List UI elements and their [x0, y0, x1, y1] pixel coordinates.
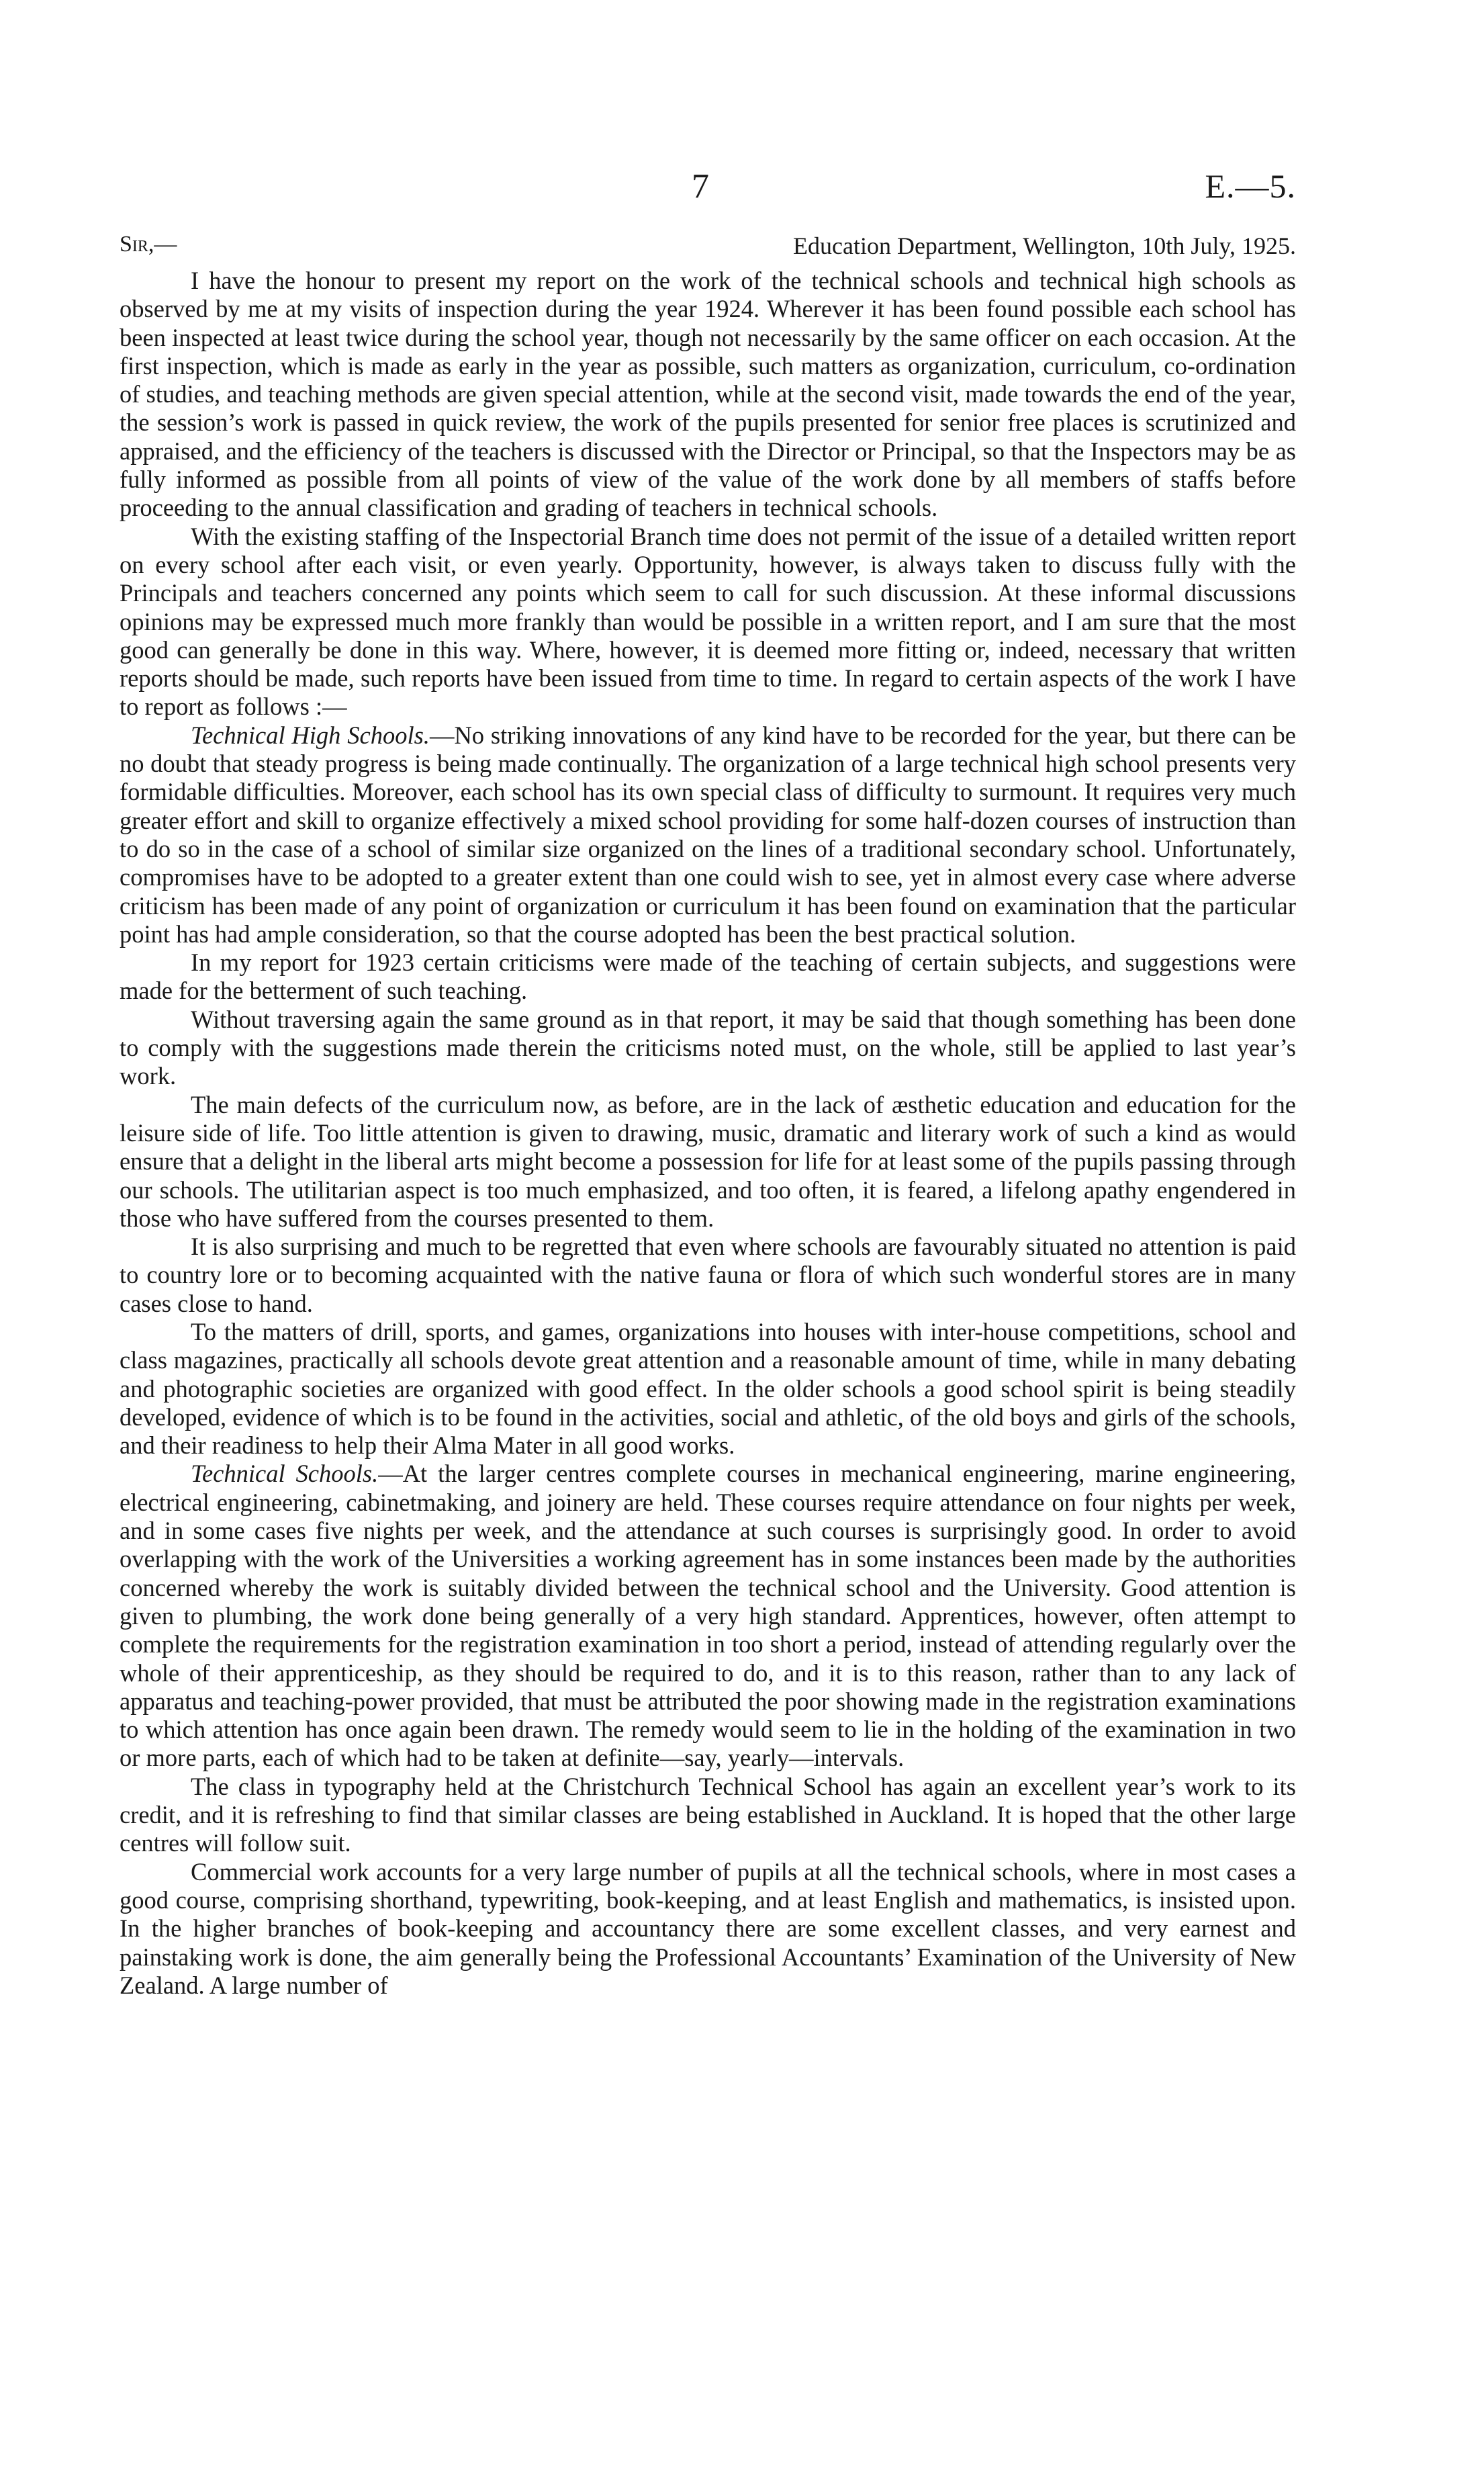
paragraph-11: Commercial work accounts for a very large number of pupils at all the technical schools, where in most cases a good course, comprising shorthand, typewriting, book-keeping, and at least English and mathematics, is insisted upon. In the higher branches of book-keeping and accountancy there are some excellent classes, and very earnest and painstaking work is done, the aim generally being the Professional Accountants’ Examination of the University of New Zealand. A large number of [120, 1857, 1296, 1999]
paper-code: E.—5. [1205, 167, 1296, 205]
dateline: Education Department, Wellington, 10th July, 1925. [793, 232, 1296, 259]
salutation: Sir,— [120, 232, 177, 257]
paragraph-6: The main defects of the curriculum now, as before, are in the lack of æsthetic education and education for the leisure side of life. Too little attention is given to drawing, music, dramatic and literary work of such a kind as would ensure that a delight in the liberal arts might become a possession for life for at least some of the pupils passing through our schools. The utilitarian aspect is too much emphasized, and too often, it is feared, a lifelong apathy engendered in those who have suffered from the courses presented to them. [120, 1090, 1296, 1232]
report-body [120, 267, 1296, 2000]
paragraph-technical-high-schools: Technical High Schools.—No striking innovations of any kind have to be recorded for the year, but there can be no doubt that steady progress is being made continually. The organization of a large technical high school presents very formidable difficulties. Moreover, each school has its own special class of difficulty to surmount. It requires very much greater effort and skill to organize effectively a mixed school providing for some half-dozen courses of instruction than to do so in the case of a school of similar size organized on the lines of a traditional secondary school. Unfortunately, compromises have to be adopted to a greater extent than one could wish to see, yet in almost every case where adverse criticism has been made of any point of organization or curriculum it has been found on examination that the particular point has had ample consideration, so that the course adopted has been the best practical solution. [120, 721, 1296, 948]
paragraph-5: Without traversing again the same ground as in that report, it may be said that though something has been done to comply with the suggestions made therein the criticisms noted must, on the whole, still be applied to last year’s work. [120, 1005, 1296, 1090]
paragraph-7: It is also surprising and much to be regretted that even where schools are favourably situated no attention is paid to country lore or to becoming acquainted with the native fauna or flora of which such wonderful stores are in many cases close to hand. [120, 1233, 1296, 1317]
paragraph-8: To the matters of drill, sports, and games, organizations into houses with inter-house competitions, school and class magazines, practically all schools devote great attention and a reasonable amount of time, while in many debating and photographic societies are organized with good effect. In the older schools a good school spirit is being steadily developed, evidence of which is to be found in the activities, social and athletic, of the old boys and girls of the schools, and their readiness to help their Alma Mater in all good works. [120, 1317, 1296, 1460]
page-number: 7 [692, 167, 710, 206]
paragraph-1: I have the honour to present my report on the work of the technical schools and technical high schools as observed by me at my visits of inspection during the year 1924. Wherever it has been found possible each school has been inspected at least twice during the school year, though not necessarily by the same officer on each occasion. At the first inspection, which is made as early in the year as possible, such matters as organization, curriculum, co-ordination of studies, and teaching methods are given special attention, while at the second visit, made towards the end of the year, the session’s work is passed in quick review, the work of the pupils presented for senior free places is scrutinized and appraised, and the efficiency of the teachers is discussed with the Director or Principal, so that the Inspectors may be as fully informed as possible from all points of view of the value of the work done by all members of staffs before proceeding to the annual classification and grading of teachers in technical schools. [120, 267, 1296, 522]
paragraph-technical-schools: Technical Schools.—At the larger centres complete courses in mechanical engineering, marine engineering, electrical engineering, cabinetmaking, and joinery are held. These courses require attendance on four nights per week, and in some cases five nights per week, and the attendance at such courses is surprisingly good. In order to avoid overlapping with the work of the Universities a working agreement has in some instances been made by the authorities concerned whereby the work is suitably divided between the technical school and the University. Good attention is given to plumbing, the work done being generally of a very high standard. Apprentices, however, often attempt to complete the requirements for the registration examination in too short a period, instead of attending regularly over the whole of their apprenticeship, as they should be required to do, and it is to this reason, rather than to any lack of apparatus and teaching-power provided, that must be attributed the poor showing made in the registration examinations to which attention has once again been drawn. The remedy would seem to lie in the holding of the examination in two or more parts, each of which had to be taken at definite—say, yearly—intervals. [120, 1460, 1296, 1772]
section-heading: Technical Schools. [191, 1460, 379, 1488]
paragraph-4: In my report for 1923 certain criticisms were made of the teaching of certain subjects, and suggestions were made for the betterment of such teaching. [120, 948, 1296, 1005]
section-heading: Technical High Schools. [191, 721, 430, 749]
paragraph-10: The class in typography held at the Christchurch Technical School has again an excellent year’s work to its credit, and it is refreshing to find that similar classes are being established in Auckland. It is hoped that the other large centres will follow suit. [120, 1772, 1296, 1857]
paragraph-2: With the existing staffing of the Inspectorial Branch time does not permit of the issue of a detailed written report on every school after each visit, or even yearly. Opportunity, however, is always taken to discuss fully with the Principals and teachers concerned any points which seem to call for such discussion. At these informal discussions opinions may be expressed much more frankly than would be possible in a written report, and I am sure that the most good can generally be done in this way. Where, however, it is deemed more fitting or, indeed, necessary that written reports should be made, such reports have been issued from time to time. In regard to certain aspects of the work I have to report as follows :— [120, 522, 1296, 721]
